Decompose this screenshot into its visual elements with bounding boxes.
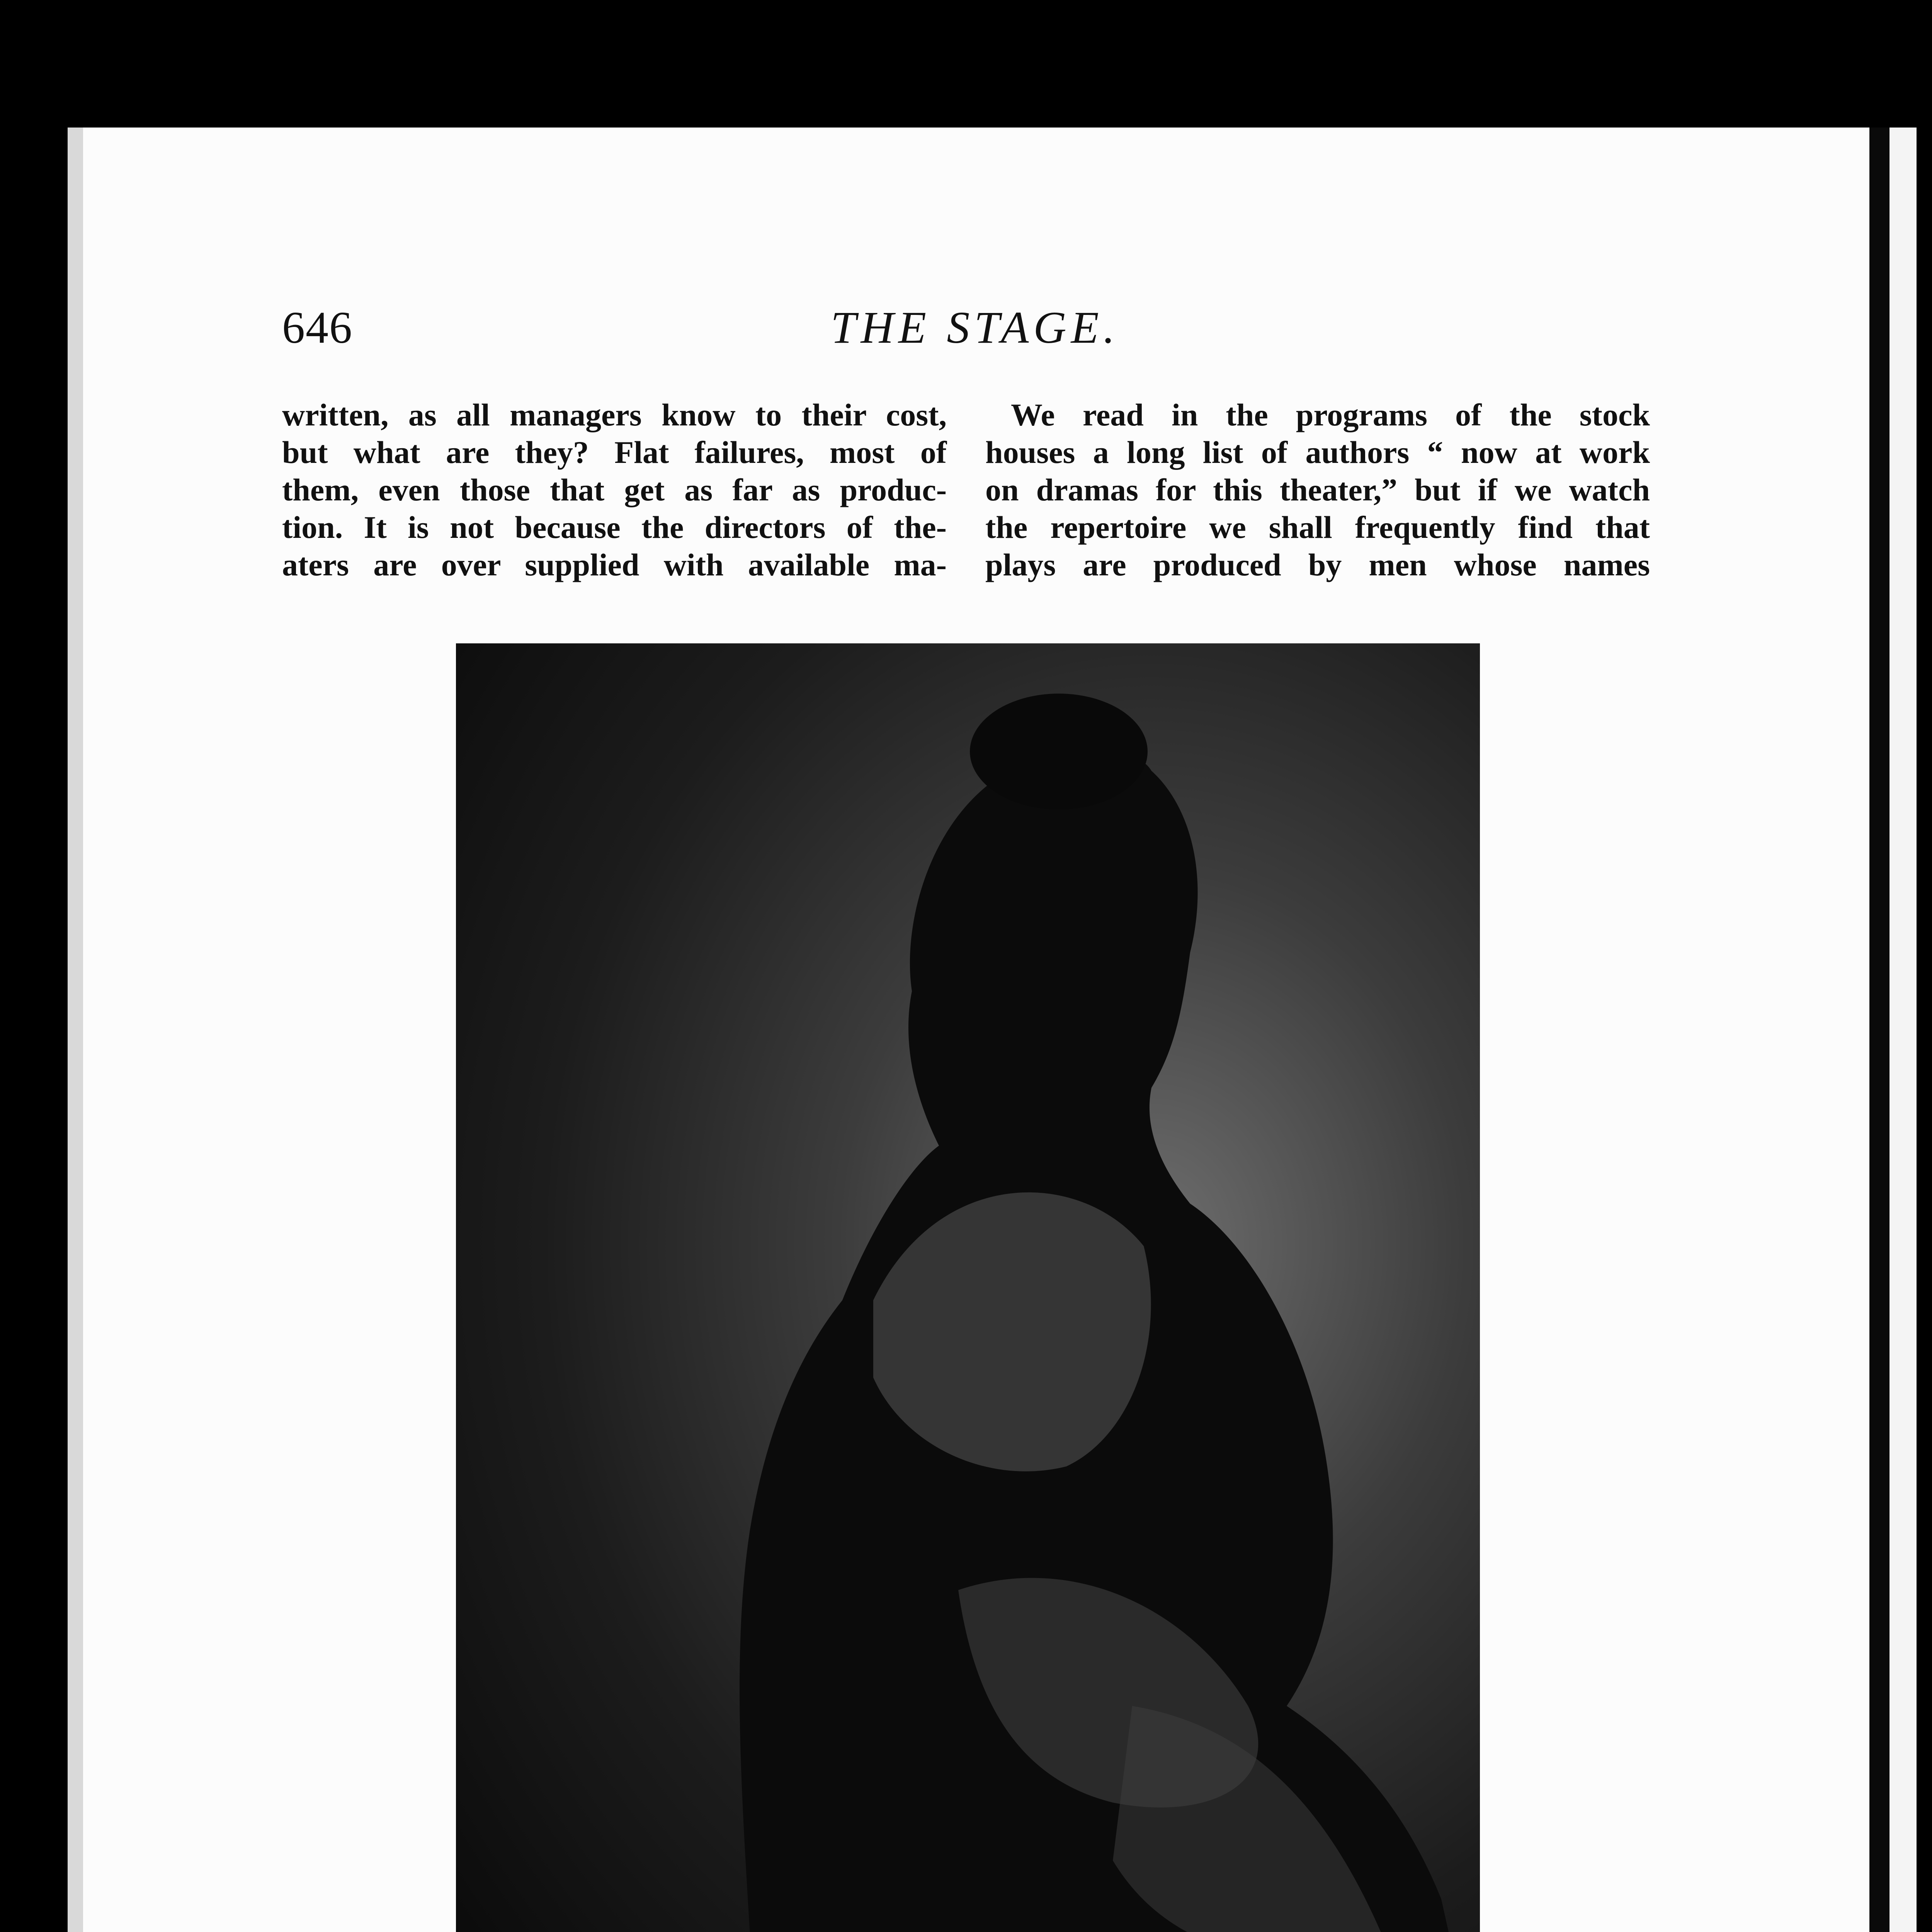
portrait-photograph [456,643,1480,1932]
text-line: plays are produced by men whose names [985,547,1650,582]
text-line: aters are over supplied with available ma- [282,547,947,582]
top-right-column [985,396,1650,583]
text-line: tion. It is not because the directors of the- [282,510,947,545]
text-line: written, as all managers know to their cost, [282,397,947,432]
adjacent-page-edge [1889,128,1917,1932]
top-left-column [282,396,947,583]
text-line: but what are they? Flat failures, most of [282,435,947,470]
text-line: on dramas for this theater,” but if we watch [985,472,1650,507]
text-line: We read in the programs of the stock [1011,397,1650,432]
text-line: them, even those that get as far as produc- [282,472,947,507]
text-line: houses a long list of authors “ now at work [985,435,1650,470]
text-line: the repertoire we shall frequently find that [985,510,1650,545]
book-spine-gutter [1869,128,1889,1932]
seated-woman-silhouette [456,643,1480,1932]
running-title: THE STAGE. [831,302,1120,353]
page-number: 646 [282,302,353,353]
